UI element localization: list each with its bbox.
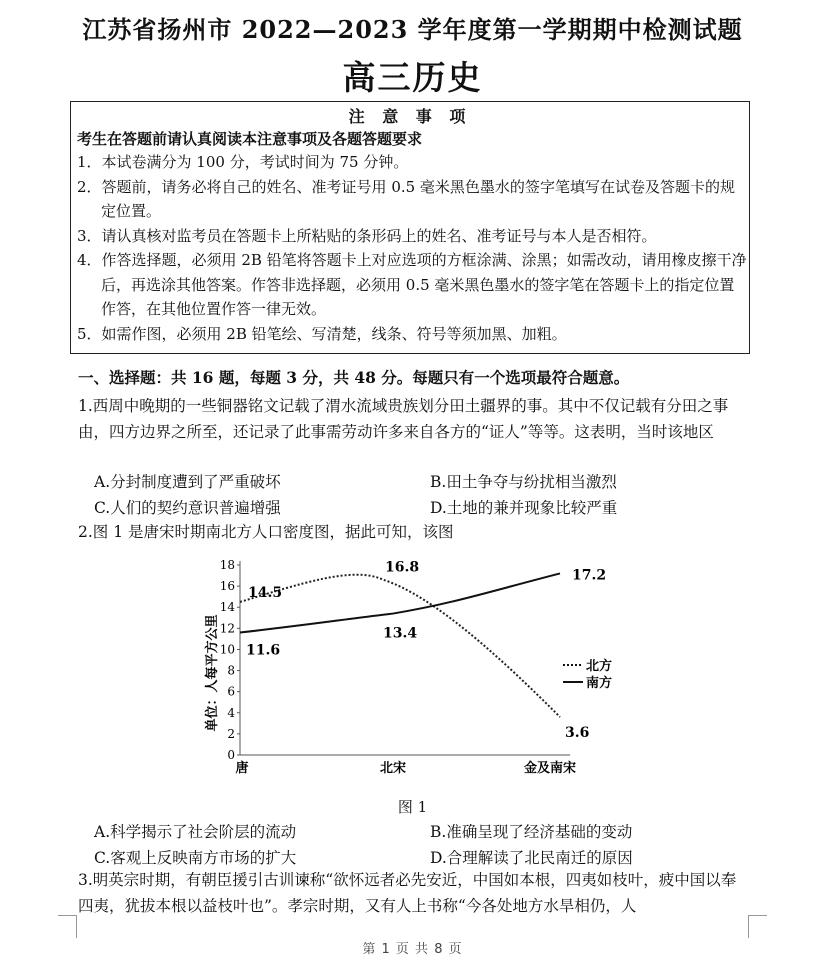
chart-x-tick-label: 北宋 <box>379 761 407 776</box>
chart-x-tick-label: 金及南宋 <box>523 761 577 776</box>
page-corner-mark <box>748 915 767 938</box>
notice-intro: 考生在答题前请认真阅读本注意事项及各题答题要求 <box>77 130 423 148</box>
chart-y-tick-label: 0 <box>227 748 235 762</box>
chart-y-tick-label: 16 <box>219 579 235 594</box>
question-2-option-d: D.合理解读了北民南迁的原因 <box>430 849 633 867</box>
chart-data-label: 16.8 <box>385 559 420 576</box>
chart-y-tick-label: 14 <box>219 600 235 615</box>
chart-data-label: 3.6 <box>565 725 590 741</box>
chart-y-tick-label: 4 <box>227 705 235 720</box>
chart-y-tick-label: 2 <box>227 726 235 741</box>
notice-item: 5．如需作图，必须用 2B 铅笔绘、写清楚，线条、符号等须加黑、加粗。 <box>77 324 567 343</box>
question-2-option-a: A.科学揭示了社会阶层的流动 <box>94 823 297 841</box>
notice-item: 2．答题前，请务必将自己的姓名、准考证号用 0.5 毫米黑色墨水的签字笔填写在试卷及答题卡的规定位置。 <box>77 177 735 220</box>
chart-y-tick-label: 10 <box>219 642 235 657</box>
chart-y-tick-label: 8 <box>227 663 235 678</box>
chart-legend-label: 南方 <box>586 676 613 691</box>
question-3-stem: 3.明英宗时期，有朝臣援引古训谏称“欲怀远者必先安近，中国如本根，四夷如枝叶，疲中国以奉四夷，犹拔本根以益枝叶也”。孝宗时期，又有人上书称“今各处地方水旱相仍，人 <box>78 871 737 915</box>
exam-title: 江苏省扬州市 2022—2023 学年度第一学期期中检测试题 <box>82 15 743 44</box>
chart-legend-label: 北方 <box>586 659 613 674</box>
page-corner-mark <box>58 915 77 938</box>
question-2-option-b: B.准确呈现了经济基础的变动 <box>430 823 633 841</box>
chart-data-label: 11.6 <box>246 642 281 659</box>
chart-series-line-north <box>240 575 560 717</box>
section-title: 一、选择题：共 16 题，每题 3 分，共 48 分。每题只有一个选项最符合题意。 <box>78 368 630 387</box>
population-density-chart <box>200 555 620 785</box>
page-footer: 第 1 页 共 8 页 <box>362 942 463 957</box>
chart-series-line-south <box>240 573 560 632</box>
question-1-option-c: C.人们的契约意识普遍增强 <box>94 499 281 517</box>
notice-item: 3．请认真核对监考员在答题卡上所粘贴的条形码上的姓名、准考证号与本人是否相符。 <box>77 226 657 245</box>
question-1-stem: 1.西周中晚期的一些铜器铭文记载了渭水流域贵族划分田土疆界的事。其中不仅记载有分田之事由，四方边界之所至，还记录了此事需劳动许多来自各方的“证人”等等。这表明，当时该地区 <box>78 397 729 441</box>
notice-heading: 注 意 事 项 <box>348 107 472 126</box>
chart-y-tick-label: 12 <box>219 621 235 636</box>
question-1-option-a: A.分封制度遭到了严重破坏 <box>94 473 281 491</box>
chart-data-label: 13.4 <box>383 625 418 642</box>
question-1-option-b: B.田土争夺与纷扰相当激烈 <box>430 473 617 491</box>
figure-caption: 图 1 <box>397 798 428 816</box>
chart-data-label: 17.2 <box>572 567 607 584</box>
question-2-option-c: C.客观上反映南方市场的扩大 <box>94 849 297 867</box>
chart-data-label: 14.5 <box>248 584 283 601</box>
notice-box <box>70 101 750 354</box>
chart-x-tick-label: 唐 <box>235 761 249 776</box>
chart-y-axis-label: 单位：人每平方公里 <box>205 614 220 732</box>
question-1-option-d: D.土地的兼并现象比较严重 <box>430 499 618 517</box>
chart-y-tick-label: 6 <box>227 684 235 699</box>
subject-title: 高三历史 <box>342 58 483 97</box>
question-2-stem: 2.图 1 是唐宋时期南北方人口密度图，据此可知，该图 <box>78 523 454 541</box>
notice-item: 1．本试卷满分为 100 分，考试时间为 75 分钟。 <box>77 153 409 171</box>
chart-y-tick-label: 18 <box>219 558 235 572</box>
notice-item: 4．作答选择题，必须用 2B 铅笔将答题卡上对应选项的方框涂满、涂黑；如需改动，请用橡皮擦干净后，再选涂其他答案。作答非选择题，必须用 0.5 毫米黑色墨水的签字笔在答题卡上的指定位置作答，在其他位置作答一律无效。 <box>77 251 747 318</box>
